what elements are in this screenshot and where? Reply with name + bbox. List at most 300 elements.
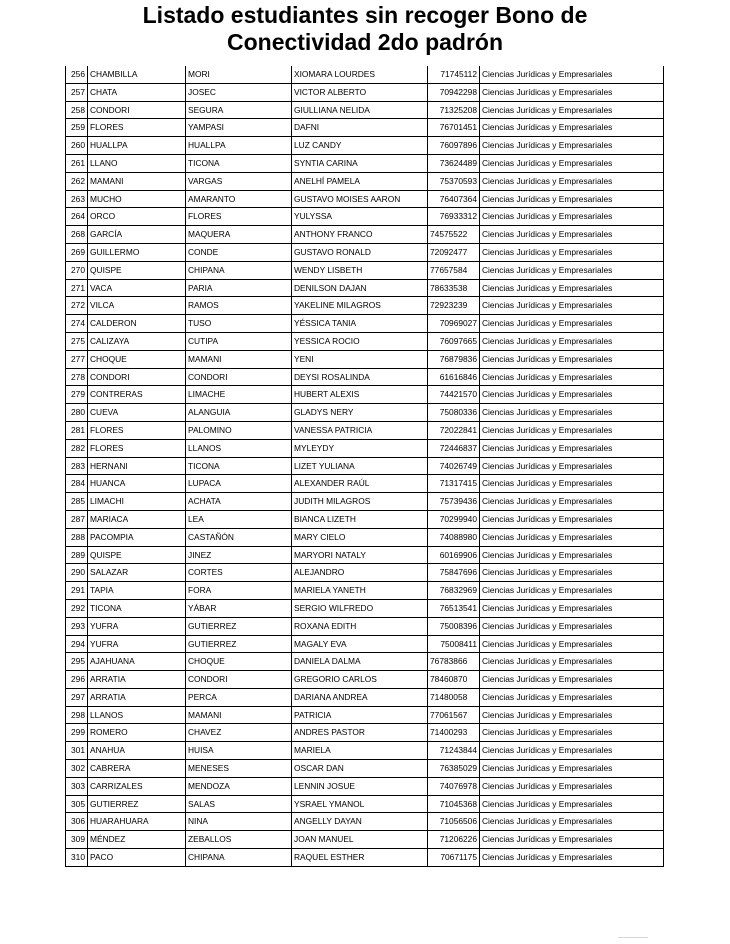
faculty-cell: Ciencias Jurídicas y Empresariales [480,510,664,528]
given-names-cell: LIZET YULIANA [292,457,428,475]
first-surname-cell: PACO [88,849,186,867]
table-row [66,724,664,742]
first-surname-cell: CABRERA [88,760,186,778]
id-number-cell: 71206226 [428,831,480,849]
row-number-cell: 282 [66,439,88,457]
second-surname-cell: TICONA [186,154,292,172]
row-number-cell: 269 [66,243,88,261]
id-number-cell: 75739436 [428,493,480,511]
given-names-cell: ANDRES PASTOR [292,724,428,742]
second-surname-cell: MENDOZA [186,777,292,795]
faculty-cell: Ciencias Jurídicas y Empresariales [480,528,664,546]
faculty-cell: Ciencias Jurídicas y Empresariales [480,172,664,190]
second-surname-cell: MAQUERA [186,226,292,244]
first-surname-cell: CHAMBILLA [88,66,186,83]
first-surname-cell: CONDORI [88,101,186,119]
row-number-cell: 283 [66,457,88,475]
faculty-cell: Ciencias Jurídicas y Empresariales [480,635,664,653]
row-number-cell: 302 [66,760,88,778]
second-surname-cell: TUSO [186,315,292,333]
given-names-cell: MAGALY EVA [292,635,428,653]
row-number-cell: 275 [66,332,88,350]
row-number-cell: 277 [66,350,88,368]
faculty-cell: Ciencias Jurídicas y Empresariales [480,546,664,564]
table-row [66,635,664,653]
row-number-cell: 303 [66,777,88,795]
given-names-cell: GREGORIO CARLOS [292,671,428,689]
first-surname-cell: CONTRERAS [88,386,186,404]
second-surname-cell: CUTIPA [186,332,292,350]
given-names-cell: PATRICIA [292,706,428,724]
row-number-cell: 309 [66,831,88,849]
row-number-cell: 288 [66,528,88,546]
title-line-2: Conectividad 2do padrón [226,29,504,55]
given-names-cell: JUDITH MILAGROS [292,493,428,511]
first-surname-cell: FLORES [88,421,186,439]
id-number-cell: 73624489 [428,154,480,172]
faculty-cell: Ciencias Jurídicas y Empresariales [480,777,664,795]
table-row [66,154,664,172]
given-names-cell: DANIELA DALMA [292,653,428,671]
first-surname-cell: CHATA [88,83,186,101]
given-names-cell: VICTOR ALBERTO [292,83,428,101]
id-number-cell: 76783866 [428,653,480,671]
second-surname-cell: SALAS [186,795,292,813]
table-row [66,599,664,617]
id-number-cell: 74575522 [428,226,480,244]
first-surname-cell: QUISPE [88,546,186,564]
id-number-cell: 74421570 [428,386,480,404]
table-row [66,101,664,119]
faculty-cell: Ciencias Jurídicas y Empresariales [480,849,664,867]
second-surname-cell: SEGURA [186,101,292,119]
table-row [66,83,664,101]
id-number-cell: 75370593 [428,172,480,190]
row-number-cell: 256 [66,66,88,83]
row-number-cell: 270 [66,261,88,279]
table-row [66,315,664,333]
faculty-cell: Ciencias Jurídicas y Empresariales [480,582,664,600]
table-row [66,350,664,368]
id-number-cell: 74088980 [428,528,480,546]
faculty-cell: Ciencias Jurídicas y Empresariales [480,154,664,172]
given-names-cell: YAKELINE MILAGROS [292,297,428,315]
given-names-cell: DEYSI ROSALINDA [292,368,428,386]
table-row [66,617,664,635]
second-surname-cell: GUTIERREZ [186,635,292,653]
table-row [66,190,664,208]
faculty-cell: Ciencias Jurídicas y Empresariales [480,475,664,493]
row-number-cell: 262 [66,172,88,190]
faculty-cell: Ciencias Jurídicas y Empresariales [480,564,664,582]
given-names-cell: JOAN MANUEL [292,831,428,849]
id-number-cell: 70969027 [428,315,480,333]
faculty-cell: Ciencias Jurídicas y Empresariales [480,350,664,368]
given-names-cell: LUZ CANDY [292,137,428,155]
given-names-cell: BIANCA LIZETH [292,510,428,528]
page-title [0,2,730,56]
row-number-cell: 280 [66,404,88,422]
given-names-cell: GUSTAVO RONALD [292,243,428,261]
first-surname-cell: HERNANI [88,457,186,475]
id-number-cell: 71745112 [428,66,480,83]
row-number-cell: 293 [66,617,88,635]
second-surname-cell: JOSEC [186,83,292,101]
id-number-cell: 61616846 [428,368,480,386]
table-row [66,475,664,493]
faculty-cell: Ciencias Jurídicas y Empresariales [480,439,664,457]
faculty-cell: Ciencias Jurídicas y Empresariales [480,208,664,226]
id-number-cell: 72022841 [428,421,480,439]
given-names-cell: MARIELA [292,742,428,760]
row-number-cell: 274 [66,315,88,333]
faculty-cell: Ciencias Jurídicas y Empresariales [480,795,664,813]
id-number-cell: 76879836 [428,350,480,368]
id-number-cell: 71400293 [428,724,480,742]
given-names-cell: SYNTIA CARINA [292,154,428,172]
id-number-cell: 76097896 [428,137,480,155]
id-number-cell: 71056506 [428,813,480,831]
first-surname-cell: LLANO [88,154,186,172]
id-number-cell: 71325208 [428,101,480,119]
first-surname-cell: MUCHO [88,190,186,208]
first-surname-cell: ARRATIA [88,671,186,689]
id-number-cell: 71045368 [428,795,480,813]
row-number-cell: 263 [66,190,88,208]
second-surname-cell: ACHATA [186,493,292,511]
table-row [66,119,664,137]
first-surname-cell: CUEVA [88,404,186,422]
table-row [66,831,664,849]
first-surname-cell: VACA [88,279,186,297]
row-number-cell: 306 [66,813,88,831]
faculty-cell: Ciencias Jurídicas y Empresariales [480,297,664,315]
table-row [66,493,664,511]
row-number-cell: 284 [66,475,88,493]
first-surname-cell: HUARAHUARA [88,813,186,831]
faculty-cell: Ciencias Jurídicas y Empresariales [480,101,664,119]
given-names-cell: VANESSA PATRICIA [292,421,428,439]
given-names-cell: HUBERT ALEXIS [292,386,428,404]
id-number-cell: 70942298 [428,83,480,101]
given-names-cell: GUSTAVO MOISES AARON [292,190,428,208]
id-number-cell: 76933312 [428,208,480,226]
id-number-cell: 70671175 [428,849,480,867]
table-row [66,243,664,261]
second-surname-cell: MAMANI [186,706,292,724]
table-row [66,546,664,564]
id-number-cell: 77657584 [428,261,480,279]
row-number-cell: 279 [66,386,88,404]
first-surname-cell: PACOMPIA [88,528,186,546]
table-row [66,137,664,155]
first-surname-cell: FLORES [88,119,186,137]
table-row [66,742,664,760]
row-number-cell: 278 [66,368,88,386]
second-surname-cell: LLANOS [186,439,292,457]
first-surname-cell: MÉNDEZ [88,831,186,849]
first-surname-cell: HUALLPA [88,137,186,155]
table-row [66,279,664,297]
id-number-cell: 71480058 [428,688,480,706]
first-surname-cell: ROMERO [88,724,186,742]
faculty-cell: Ciencias Jurídicas y Empresariales [480,599,664,617]
row-number-cell: 285 [66,493,88,511]
row-number-cell: 272 [66,297,88,315]
given-names-cell: MARYORI NATALY [292,546,428,564]
given-names-cell: ANGELLY DAYAN [292,813,428,831]
table-row [66,404,664,422]
table-row [66,66,664,83]
second-surname-cell: GUTIERREZ [186,617,292,635]
given-names-cell: DAFNI [292,119,428,137]
row-number-cell: 290 [66,564,88,582]
second-surname-cell: LUPACA [186,475,292,493]
id-number-cell: 76097665 [428,332,480,350]
first-surname-cell: LLANOS [88,706,186,724]
id-number-cell: 78633538 [428,279,480,297]
row-number-cell: 264 [66,208,88,226]
table-row [66,368,664,386]
faculty-cell: Ciencias Jurídicas y Empresariales [480,724,664,742]
faculty-cell: Ciencias Jurídicas y Empresariales [480,190,664,208]
given-names-cell: YENI [292,350,428,368]
first-surname-cell: HUANCA [88,475,186,493]
second-surname-cell: HUALLPA [186,137,292,155]
table-row [66,528,664,546]
second-surname-cell: CONDORI [186,671,292,689]
table-row [66,457,664,475]
second-surname-cell: MENESES [186,760,292,778]
faculty-cell: Ciencias Jurídicas y Empresariales [480,404,664,422]
first-surname-cell: ANAHUA [88,742,186,760]
given-names-cell: LENNIN JOSUE [292,777,428,795]
table-row [66,582,664,600]
students-table [65,66,664,867]
first-surname-cell: ORCO [88,208,186,226]
first-surname-cell: GARCÍA [88,226,186,244]
table-row [66,706,664,724]
first-surname-cell: CHOQUE [88,350,186,368]
second-surname-cell: RAMOS [186,297,292,315]
given-names-cell: GIULLIANA NELIDA [292,101,428,119]
given-names-cell: GLADYS NERY [292,404,428,422]
faculty-cell: Ciencias Jurídicas y Empresariales [480,421,664,439]
first-surname-cell: MAMANI [88,172,186,190]
first-surname-cell: TICONA [88,599,186,617]
id-number-cell: 75008396 [428,617,480,635]
given-names-cell: XIOMARA LOURDES [292,66,428,83]
row-number-cell: 291 [66,582,88,600]
given-names-cell: ANELHÍ PAMELA [292,172,428,190]
table-row [66,208,664,226]
first-surname-cell: GUILLERMO [88,243,186,261]
table-row [66,688,664,706]
faculty-cell: Ciencias Jurídicas y Empresariales [480,617,664,635]
table-row [66,760,664,778]
id-number-cell: 78460870 [428,671,480,689]
given-names-cell: MARIELA YANETH [292,582,428,600]
second-surname-cell: CONDORI [186,368,292,386]
faculty-cell: Ciencias Jurídicas y Empresariales [480,706,664,724]
id-number-cell: 77061567 [428,706,480,724]
id-number-cell: 76701451 [428,119,480,137]
second-surname-cell: CHIPANA [186,261,292,279]
faculty-cell: Ciencias Jurídicas y Empresariales [480,332,664,350]
given-names-cell: SERGIO WILFREDO [292,599,428,617]
row-number-cell: 305 [66,795,88,813]
table-row [66,564,664,582]
given-names-cell: YESSICA ROCIO [292,332,428,350]
table-row [66,297,664,315]
second-surname-cell: NINA [186,813,292,831]
first-surname-cell: CONDORI [88,368,186,386]
second-surname-cell: CONDE [186,243,292,261]
faculty-cell: Ciencias Jurídicas y Empresariales [480,760,664,778]
faculty-cell: Ciencias Jurídicas y Empresariales [480,243,664,261]
faculty-cell: Ciencias Jurídicas y Empresariales [480,83,664,101]
row-number-cell: 268 [66,226,88,244]
given-names-cell: YULYSSA [292,208,428,226]
row-number-cell: 297 [66,688,88,706]
second-surname-cell: JINEZ [186,546,292,564]
table-row [66,795,664,813]
id-number-cell: 71317415 [428,475,480,493]
first-surname-cell: MARIACA [88,510,186,528]
given-names-cell: MYLEYDY [292,439,428,457]
first-surname-cell: CARRIZALES [88,777,186,795]
second-surname-cell: CASTAÑÓN [186,528,292,546]
table-row [66,261,664,279]
first-surname-cell: TAPIA [88,582,186,600]
students-table-body [66,66,664,866]
faculty-cell: Ciencias Jurídicas y Empresariales [480,261,664,279]
faculty-cell: Ciencias Jurídicas y Empresariales [480,119,664,137]
table-row [66,421,664,439]
second-surname-cell: YÁBAR [186,599,292,617]
given-names-cell: ROXANA EDITH [292,617,428,635]
faculty-cell: Ciencias Jurídicas y Empresariales [480,813,664,831]
first-surname-cell: SALAZAR [88,564,186,582]
id-number-cell: 75008411 [428,635,480,653]
second-surname-cell: CHIPANA [186,849,292,867]
first-surname-cell: GUTIERREZ [88,795,186,813]
id-number-cell: 74026749 [428,457,480,475]
table-row [66,510,664,528]
second-surname-cell: LIMACHE [186,386,292,404]
row-number-cell: 298 [66,706,88,724]
table-row [66,226,664,244]
first-surname-cell: AJAHUANA [88,653,186,671]
second-surname-cell: CHOQUE [186,653,292,671]
table-row [66,671,664,689]
faculty-cell: Ciencias Jurídicas y Empresariales [480,226,664,244]
second-surname-cell: YAMPASI [186,119,292,137]
second-surname-cell: PERCA [186,688,292,706]
first-surname-cell: CALDERON [88,315,186,333]
row-number-cell: 310 [66,849,88,867]
second-surname-cell: PALOMINO [186,421,292,439]
second-surname-cell: ZEBALLOS [186,831,292,849]
faculty-cell: Ciencias Jurídicas y Empresariales [480,457,664,475]
id-number-cell: 60169906 [428,546,480,564]
id-number-cell: 76385029 [428,760,480,778]
second-surname-cell: HUISA [186,742,292,760]
row-number-cell: 292 [66,599,88,617]
id-number-cell: 75847696 [428,564,480,582]
row-number-cell: 258 [66,101,88,119]
first-surname-cell: FLORES [88,439,186,457]
first-surname-cell: VILCA [88,297,186,315]
faculty-cell: Ciencias Jurídicas y Empresariales [480,368,664,386]
given-names-cell: YÉSSICA TANIA [292,315,428,333]
faculty-cell: Ciencias Jurídicas y Empresariales [480,279,664,297]
faculty-cell: Ciencias Jurídicas y Empresariales [480,386,664,404]
row-number-cell: 299 [66,724,88,742]
row-number-cell: 287 [66,510,88,528]
second-surname-cell: TICONA [186,457,292,475]
first-surname-cell: LIMACHI [88,493,186,511]
second-surname-cell: FLORES [186,208,292,226]
id-number-cell: 72092477 [428,243,480,261]
given-names-cell: DENILSON DAJAN [292,279,428,297]
given-names-cell: ALEXANDER RAÚL [292,475,428,493]
row-number-cell: 281 [66,421,88,439]
second-surname-cell: FORA [186,582,292,600]
id-number-cell: 75080336 [428,404,480,422]
table-row [66,777,664,795]
second-surname-cell: CORTES [186,564,292,582]
given-names-cell: RAQUEL ESTHER [292,849,428,867]
table-row [66,332,664,350]
id-number-cell: 76407364 [428,190,480,208]
second-surname-cell: VARGAS [186,172,292,190]
id-number-cell: 76832969 [428,582,480,600]
row-number-cell: 295 [66,653,88,671]
faculty-cell: Ciencias Jurídicas y Empresariales [480,831,664,849]
table-row [66,172,664,190]
table-row [66,439,664,457]
second-surname-cell: AMARANTO [186,190,292,208]
id-number-cell: 71243844 [428,742,480,760]
row-number-cell: 271 [66,279,88,297]
first-surname-cell: YUFRA [88,635,186,653]
faculty-cell: Ciencias Jurídicas y Empresariales [480,315,664,333]
id-number-cell: 74076978 [428,777,480,795]
row-number-cell: 261 [66,154,88,172]
faculty-cell: Ciencias Jurídicas y Empresariales [480,688,664,706]
footer-mark [618,937,648,938]
row-number-cell: 259 [66,119,88,137]
given-names-cell: MARY CIELO [292,528,428,546]
table-row [66,386,664,404]
faculty-cell: Ciencias Jurídicas y Empresariales [480,653,664,671]
given-names-cell: WENDY LISBETH [292,261,428,279]
row-number-cell: 301 [66,742,88,760]
row-number-cell: 257 [66,83,88,101]
given-names-cell: ALEJANDRO [292,564,428,582]
row-number-cell: 296 [66,671,88,689]
faculty-cell: Ciencias Jurídicas y Empresariales [480,671,664,689]
given-names-cell: YSRAEL YMANOL [292,795,428,813]
first-surname-cell: QUISPE [88,261,186,279]
first-surname-cell: CALIZAYA [88,332,186,350]
table-row [66,813,664,831]
given-names-cell: OSCAR DAN [292,760,428,778]
row-number-cell: 294 [66,635,88,653]
faculty-cell: Ciencias Jurídicas y Empresariales [480,137,664,155]
given-names-cell: ANTHONY FRANCO [292,226,428,244]
